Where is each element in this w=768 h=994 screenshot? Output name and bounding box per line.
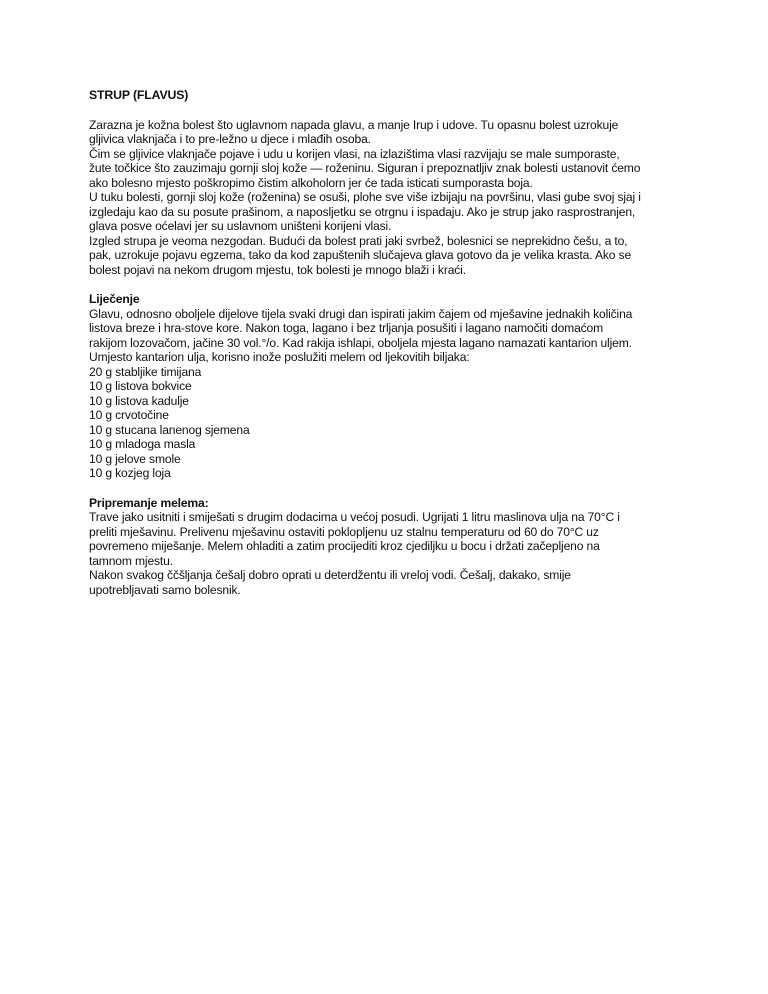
intro-line: ako bolesno mjesto poškropimo čistim alkoholorn jer će tada isticati sumporasta boja. bbox=[89, 175, 533, 190]
treatment-line: Umjesto kantarion ulja, korisno inože poslužiti melem od ljekovitih biljaka: bbox=[89, 350, 470, 364]
intro-line: Čim se gljivice vlaknjače pojave i udu u korijen vlasi, na izlazištima vlasi razvijaju se male sumporaste, bbox=[89, 146, 620, 161]
ingredient-item: 10 g crvotočine bbox=[89, 408, 169, 422]
ingredient-item: 10 g listova kadulje bbox=[89, 393, 189, 408]
ingredient-item: 10 g stucana lanenog sjemena bbox=[89, 422, 250, 437]
document-page bbox=[89, 88, 689, 612]
intro-line: pak, uzrokuje pojavu egzema, tako da kod zapuštenih slučajeva glava gotovo da je velika krasta. Ako se bbox=[89, 248, 632, 262]
preparation-section bbox=[89, 496, 689, 598]
document-title: STRUP (FLAVUS) bbox=[89, 88, 189, 102]
intro-paragraph bbox=[89, 118, 689, 278]
intro-line: Izgled strupa je veoma nezgodan. Budući da bolest prati jaki svrbež, bolesnici se neprekidno češu, a to, bbox=[89, 233, 628, 248]
preparation-line: povremeno miješanje. Melem ohladiti a zatim procijediti kroz cjedilјku u bocu i držati začepljeno na bbox=[89, 539, 600, 553]
ingredient-item: 10 g listova bokvice bbox=[89, 379, 192, 393]
intro-line: izgledaju kao da su posute prašinom, a naposljetku se otrgnu i ispadaju. Ako je strup jako rasprostranjen, bbox=[89, 204, 636, 219]
intro-line: glava posve oćelavi jer su uslavnom uništeni korijeni vlasi. bbox=[89, 219, 392, 233]
preparation-line: preliti mješavinu. Prelivenu mješavinu ostaviti poklopljenu uz stalnu temperaturu od 60 do 70°C uz bbox=[89, 524, 599, 539]
ingredient-item: 10 g kozjeg loja bbox=[89, 466, 171, 480]
preparation-line: tamnom mjestu. bbox=[89, 553, 173, 568]
ingredient-item: 20 g stabljike timijana bbox=[89, 364, 202, 379]
preparation-line: Trave jako usitniti i smiješati s drugim dodacima u većoj posudi. Ugrijati 1 litru maslinova ulja na 70°C i bbox=[89, 510, 620, 524]
preparation-line: Nakon svakog ččšljanja češalj dobro oprati u deterdžentu ili vreloj vodi. Češalj, dakako, smije bbox=[89, 568, 571, 582]
intro-line: bolest pojavi na nekom drugom mjestu, tok bolesti je mnogo blaži i kraći. bbox=[89, 262, 466, 277]
intro-line: Zarazna je kožna bolest što uglavnom napada glavu, a manje Irup i udove. Tu opasnu bolest uzrokuje bbox=[89, 117, 619, 132]
treatment-heading: Liječenje bbox=[89, 292, 140, 306]
intro-line: U tuku bolesti, gornji sloj kože (roženina) se osuši, plohe sve više izbijaju na površinu, vlasi gube svoj sjaj i bbox=[89, 190, 641, 204]
preparation-heading: Pripremanje melema: bbox=[89, 495, 209, 510]
intro-line: žute točkice što zauzimaju gornji sloj kože — roženinu. Siguran i prepoznatljiv znak bolesti ustanovit ćemo bbox=[89, 161, 641, 175]
treatment-section bbox=[89, 292, 689, 481]
intro-line: gljivica vlaknjača i to pre-ležno u djece i mlađih osoba. bbox=[89, 132, 371, 146]
ingredient-item: 10 g mladoga masla bbox=[89, 437, 196, 451]
treatment-line: Glavu, odnosno oboljele dijelove tijela svaki drugi dan ispirati jakim čajem od mješavine jednakih količina bbox=[89, 306, 633, 321]
ingredient-item: 10 g jelove smole bbox=[89, 451, 181, 466]
treatment-line: rakijom lozovačom, jačine 30 vol.°/o. Kad rakija ishlapi, oboljela mjesta lagano namazati kantarion uljem. bbox=[89, 335, 632, 350]
preparation-line: upotrebljavati samo bolesnik. bbox=[89, 582, 241, 597]
treatment-line: listova breze i hra-stove kore. Nakon toga, lagano i bez trljanja posušiti i lagano namočiti domaćom bbox=[89, 321, 604, 335]
